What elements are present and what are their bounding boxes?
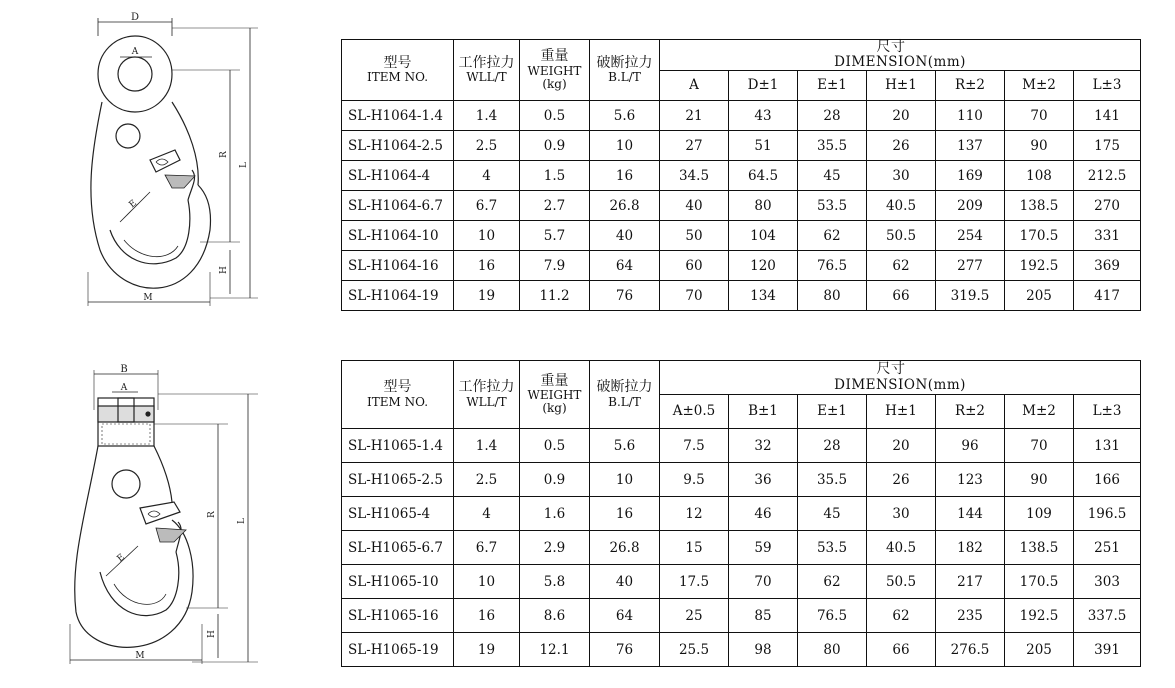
item-number-cell: SL-H1065-2.5	[342, 463, 454, 497]
table-cell: 192.5	[1005, 251, 1074, 281]
table-cell: 212.5	[1074, 161, 1141, 191]
table-cell: 51	[729, 131, 798, 161]
table-cell: 62	[798, 565, 867, 599]
table-cell: 76.5	[798, 599, 867, 633]
table-cell: 76.5	[798, 251, 867, 281]
table-cell: 6.7	[454, 531, 520, 565]
item-number-cell: SL-H1064-16	[342, 251, 454, 281]
dim-col-header: B±1	[729, 395, 798, 429]
table-cell: 40.5	[867, 531, 936, 565]
table-cell: 70	[729, 565, 798, 599]
table-cell: 5.6	[590, 101, 660, 131]
header-weight-cn: 重量	[540, 372, 569, 389]
table-cell: 50.5	[867, 221, 936, 251]
dim-col-header: R±2	[936, 71, 1005, 101]
label-m: M	[143, 293, 153, 303]
eye-hole	[118, 57, 152, 91]
table-cell: 26	[867, 463, 936, 497]
table-cell: 1.5	[520, 161, 590, 191]
table-cell: 66	[867, 281, 936, 311]
table-cell: 10	[454, 565, 520, 599]
table-row	[342, 565, 1141, 599]
hook-drawing-eye-type	[80, 10, 260, 310]
table-cell: 205	[1005, 633, 1074, 667]
table-cell: 1.4	[454, 429, 520, 463]
latch	[140, 502, 180, 524]
table-cell: 319.5	[936, 281, 1005, 311]
header-model	[342, 40, 454, 101]
table-cell: 277	[936, 251, 1005, 281]
table-cell: 43	[729, 101, 798, 131]
table-cell: 35.5	[798, 131, 867, 161]
table-cell: 5.6	[590, 429, 660, 463]
table-cell: 64	[590, 599, 660, 633]
table-cell: 254	[936, 221, 1005, 251]
table-cell: 192.5	[1005, 599, 1074, 633]
table-cell: 5.7	[520, 221, 590, 251]
header-dimension	[660, 361, 1141, 395]
latch	[150, 150, 180, 172]
spec-table-h1064	[341, 39, 1141, 311]
table-cell: 337.5	[1074, 599, 1141, 633]
header-bl-cn: 破断拉力	[596, 54, 653, 71]
table-cell: 30	[867, 161, 936, 191]
table-cell: 40	[590, 565, 660, 599]
table-cell: 32	[729, 429, 798, 463]
dim-col-header: M±2	[1005, 395, 1074, 429]
table-cell: 30	[867, 497, 936, 531]
table-cell: 175	[1074, 131, 1141, 161]
table-cell: 20	[867, 101, 936, 131]
item-number-cell: SL-H1064-10	[342, 221, 454, 251]
label-a: A	[120, 383, 128, 393]
table-cell: 45	[798, 497, 867, 531]
table-cell: 138.5	[1005, 531, 1074, 565]
header-model-en: ITEM NO.	[366, 394, 429, 409]
table-cell: 182	[936, 531, 1005, 565]
table-cell: 20	[867, 429, 936, 463]
table-cell: 40.5	[867, 191, 936, 221]
table-cell: 90	[1005, 131, 1074, 161]
table-cell: 35.5	[798, 463, 867, 497]
item-number-cell: SL-H1064-4	[342, 161, 454, 191]
table-cell: 16	[590, 161, 660, 191]
table-cell: 209	[936, 191, 1005, 221]
table-cell: 417	[1074, 281, 1141, 311]
table-cell: 12	[660, 497, 729, 531]
table-cell: 16	[590, 497, 660, 531]
label-a: A	[131, 47, 139, 57]
header-weight-en: WEIGHT	[527, 63, 582, 78]
spec-table-h1065	[341, 360, 1141, 667]
table-row	[342, 429, 1141, 463]
table-cell: 80	[798, 633, 867, 667]
item-number-cell: SL-H1065-6.7	[342, 531, 454, 565]
dim-col-header: A	[660, 71, 729, 101]
header-wll-en: WLL/T	[466, 394, 507, 409]
table-cell: 70	[660, 281, 729, 311]
table-cell: 28	[798, 101, 867, 131]
label-m: M	[135, 651, 145, 661]
eye-hook-diagram	[80, 10, 260, 310]
table-cell: 66	[867, 633, 936, 667]
table-cell: 2.7	[520, 191, 590, 221]
table-cell: 98	[729, 633, 798, 667]
table-cell: 59	[729, 531, 798, 565]
table-cell: 19	[454, 633, 520, 667]
table-cell: 62	[798, 221, 867, 251]
table-cell: 80	[798, 281, 867, 311]
table-cell: 303	[1074, 565, 1141, 599]
table-cell: 134	[729, 281, 798, 311]
table-cell: 8.6	[520, 599, 590, 633]
table-cell: 1.6	[520, 497, 590, 531]
table-cell: 369	[1074, 251, 1141, 281]
header-dimension	[660, 40, 1141, 71]
table-row	[342, 251, 1141, 281]
header-bl-cn: 破断拉力	[596, 379, 653, 396]
table-cell: 64.5	[729, 161, 798, 191]
table-cell: 108	[1005, 161, 1074, 191]
table-cell: 2.5	[454, 131, 520, 161]
header-bl-en: B.L/T	[608, 394, 641, 409]
item-number-cell: SL-H1064-1.4	[342, 101, 454, 131]
table-cell: 70	[1005, 429, 1074, 463]
table-cell: 15	[660, 531, 729, 565]
header-weight-unit: (kg)	[542, 76, 567, 91]
table-cell: 25	[660, 599, 729, 633]
item-number-cell: SL-H1065-19	[342, 633, 454, 667]
table-cell: 26.8	[590, 191, 660, 221]
table-cell: 217	[936, 565, 1005, 599]
table-cell: 104	[729, 221, 798, 251]
table-cell: 131	[1074, 429, 1141, 463]
dim-col-header: L±3	[1074, 395, 1141, 429]
table-cell: 64	[590, 251, 660, 281]
table-cell: 34.5	[660, 161, 729, 191]
header-model	[342, 361, 454, 429]
header-weight	[520, 40, 590, 101]
table-cell: 85	[729, 599, 798, 633]
item-number-cell: SL-H1065-10	[342, 565, 454, 599]
header-dimension-cn: 尺寸	[876, 361, 906, 378]
table-cell: 25.5	[660, 633, 729, 667]
table-cell: 0.5	[520, 429, 590, 463]
table-cell: 17.5	[660, 565, 729, 599]
header-wll-cn: 工作拉力	[458, 379, 515, 396]
table-cell: 110	[936, 101, 1005, 131]
table-cell: 28	[798, 429, 867, 463]
header-wll	[454, 40, 520, 101]
table-cell: 90	[1005, 463, 1074, 497]
table-cell: 45	[798, 161, 867, 191]
table-cell: 76	[590, 633, 660, 667]
label-h: H	[207, 630, 217, 638]
table-cell: 76	[590, 281, 660, 311]
label-r: R	[207, 511, 217, 518]
table-cell: 40	[660, 191, 729, 221]
table-cell: 166	[1074, 463, 1141, 497]
pivot-circle	[116, 124, 140, 148]
table-cell: 62	[867, 251, 936, 281]
table-cell: 53.5	[798, 191, 867, 221]
table-cell: 4	[454, 161, 520, 191]
table-cell: 276.5	[936, 633, 1005, 667]
header-dimension-cn: 尺寸	[876, 39, 906, 55]
table-cell: 7.5	[660, 429, 729, 463]
table-cell: 141	[1074, 101, 1141, 131]
table-cell: 144	[936, 497, 1005, 531]
label-b: B	[120, 364, 128, 375]
table-cell: 1.4	[454, 101, 520, 131]
item-number-cell: SL-H1065-4	[342, 497, 454, 531]
table-cell: 205	[1005, 281, 1074, 311]
table-row	[342, 599, 1141, 633]
clevis-hook-diagram	[62, 362, 262, 668]
pivot-circle	[112, 470, 140, 498]
dim-col-header: D±1	[729, 71, 798, 101]
table-cell: 109	[1005, 497, 1074, 531]
table-cell: 251	[1074, 531, 1141, 565]
header-model-cn: 型号	[383, 54, 412, 71]
table-row	[342, 633, 1141, 667]
label-r: R	[219, 151, 229, 158]
table-cell: 7.9	[520, 251, 590, 281]
table-cell: 96	[936, 429, 1005, 463]
header-bl-en: B.L/T	[608, 70, 641, 85]
table-cell: 40	[590, 221, 660, 251]
table-row	[342, 463, 1141, 497]
table-cell: 196.5	[1074, 497, 1141, 531]
table-cell: 26.8	[590, 531, 660, 565]
dim-col-header: M±2	[1005, 71, 1074, 101]
header-bl	[590, 361, 660, 429]
table-cell: 120	[729, 251, 798, 281]
table-cell: 46	[729, 497, 798, 531]
table-cell: 12.1	[520, 633, 590, 667]
table-cell: 19	[454, 281, 520, 311]
table-cell: 16	[454, 251, 520, 281]
item-number-cell: SL-H1065-1.4	[342, 429, 454, 463]
table-row	[342, 101, 1141, 131]
table-cell: 137	[936, 131, 1005, 161]
hook-drawing-clevis-type	[62, 362, 262, 668]
header-model-cn: 型号	[383, 379, 412, 396]
table-cell: 0.9	[520, 131, 590, 161]
header-weight-unit: (kg)	[542, 401, 567, 416]
label-l: L	[239, 162, 249, 168]
header-bl	[590, 40, 660, 101]
dim-col-header: R±2	[936, 395, 1005, 429]
label-e: E	[127, 198, 139, 211]
table-cell: 169	[936, 161, 1005, 191]
table-row	[342, 131, 1141, 161]
header-row-top	[342, 40, 1141, 71]
item-number-cell: SL-H1064-2.5	[342, 131, 454, 161]
table-cell: 10	[590, 131, 660, 161]
header-weight-en: WEIGHT	[527, 388, 582, 402]
table-cell: 235	[936, 599, 1005, 633]
label-h: H	[219, 266, 229, 274]
table-cell: 27	[660, 131, 729, 161]
table-cell: 123	[936, 463, 1005, 497]
item-number-cell: SL-H1065-16	[342, 599, 454, 633]
table-cell: 331	[1074, 221, 1141, 251]
table-cell: 270	[1074, 191, 1141, 221]
header-weight	[520, 361, 590, 429]
table-cell: 4	[454, 497, 520, 531]
dim-col-header: H±1	[867, 395, 936, 429]
label-l: L	[237, 518, 247, 524]
hook-body	[91, 102, 211, 288]
table-cell: 10	[454, 221, 520, 251]
item-number-cell: SL-H1064-19	[342, 281, 454, 311]
table-cell: 2.5	[454, 463, 520, 497]
header-dimension-en: DIMENSION(mm)	[834, 54, 966, 71]
header-wll-cn: 工作拉力	[458, 54, 515, 71]
header-wll-en: WLL/T	[466, 70, 507, 85]
hook-body	[75, 446, 193, 647]
table-row	[342, 191, 1141, 221]
table-cell: 6.7	[454, 191, 520, 221]
table-row	[342, 497, 1141, 531]
item-number-cell: SL-H1064-6.7	[342, 191, 454, 221]
table-cell: 138.5	[1005, 191, 1074, 221]
table-row	[342, 221, 1141, 251]
table-cell: 53.5	[798, 531, 867, 565]
header-wll	[454, 361, 520, 429]
header-row-top	[342, 361, 1141, 395]
dim-col-header: H±1	[867, 71, 936, 101]
table-row	[342, 531, 1141, 565]
table-cell: 2.9	[520, 531, 590, 565]
table-cell: 0.5	[520, 101, 590, 131]
dim-col-header: A±0.5	[660, 395, 729, 429]
table-cell: 26	[867, 131, 936, 161]
label-e: E	[115, 552, 127, 565]
table-row	[342, 281, 1141, 311]
dim-col-header: E±1	[798, 71, 867, 101]
table-cell: 5.8	[520, 565, 590, 599]
table-cell: 50.5	[867, 565, 936, 599]
table-cell: 70	[1005, 101, 1074, 131]
table-row	[342, 161, 1141, 191]
header-dimension-en: DIMENSION(mm)	[834, 376, 966, 393]
table-cell: 62	[867, 599, 936, 633]
header-weight-cn: 重量	[540, 48, 569, 65]
table-cell: 50	[660, 221, 729, 251]
table-cell: 0.9	[520, 463, 590, 497]
header-model-en: ITEM NO.	[366, 70, 429, 85]
table-cell: 80	[729, 191, 798, 221]
table-cell: 11.2	[520, 281, 590, 311]
table-cell: 170.5	[1005, 565, 1074, 599]
dim-col-header: E±1	[798, 395, 867, 429]
table-cell: 9.5	[660, 463, 729, 497]
dim-col-header: L±3	[1074, 71, 1141, 101]
label-d: D	[130, 12, 140, 23]
table-cell: 36	[729, 463, 798, 497]
table-cell: 21	[660, 101, 729, 131]
table-cell: 16	[454, 599, 520, 633]
table-cell: 10	[590, 463, 660, 497]
table-cell: 60	[660, 251, 729, 281]
table-cell: 170.5	[1005, 221, 1074, 251]
table-cell: 391	[1074, 633, 1141, 667]
